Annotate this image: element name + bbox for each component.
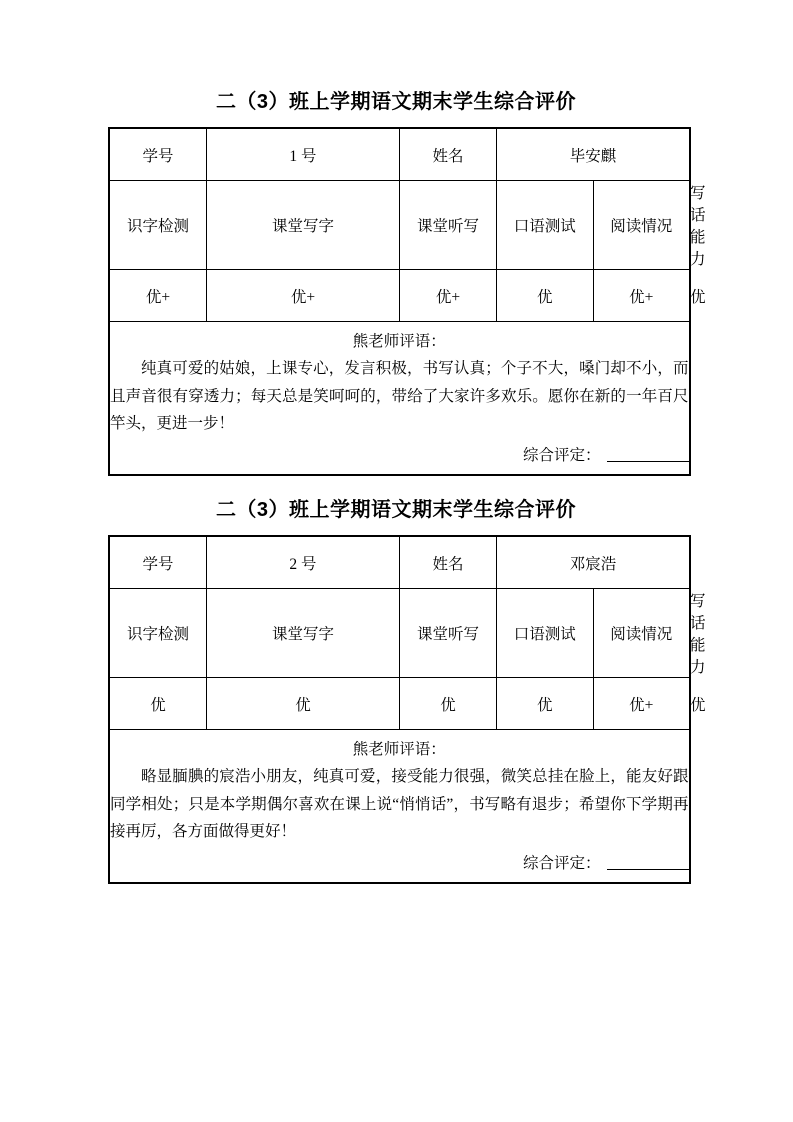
subject-header: 口语测试 — [497, 181, 594, 270]
grade-value: 优 — [497, 678, 594, 730]
overall-rating-label: 综合评定： — [522, 854, 601, 872]
teacher-comment-heading: 熊老师评语： — [352, 333, 446, 351]
teacher-comment-cell — [109, 730, 690, 884]
table-row: 优+ 优+ 优+ 优 优+ 优 — [109, 270, 690, 322]
table-row: 识字检测 课堂写字 课堂听写 口语测试 阅读情况 写话能力 — [109, 589, 690, 678]
teacher-comment-body: 纯真可爱的姑娘，上课专心，发言积极，书写认真；个子不大，嗓门却不小，而且声音很有穿透力；每天总是笑呵呵的，带给了大家许多欢乐。愿你在新的一年百尺竿头，更进一步！ — [110, 360, 689, 433]
grade-value: 优 — [400, 678, 497, 730]
teacher-comment-body: 略显腼腆的宸浩小朋友，纯真可爱，接受能力很强，微笑总挂在脸上，能友好跟同学相处；只是本学期偶尔喜欢在课上说“悄悄话”，书写略有退步；希望你下学期再接再厉，各方面做得更好！ — [110, 768, 689, 841]
student-name-label: 姓名 — [400, 536, 497, 589]
table-row: 优 优 优 优 优+ 优 — [109, 678, 690, 730]
teacher-comment-cell — [109, 322, 690, 476]
student-name-label: 姓名 — [400, 128, 497, 181]
overall-rating-blank[interactable] — [607, 461, 689, 462]
subject-header: 阅读情况 — [593, 589, 690, 678]
student-id-value: 2 号 — [207, 536, 400, 589]
student-id-value: 1 号 — [207, 128, 400, 181]
grade-value: 优 — [207, 678, 400, 730]
subject-header: 课堂写字 — [207, 589, 400, 678]
student-id-label: 学号 — [109, 536, 207, 589]
table-row: 识字检测 课堂写字 课堂听写 口语测试 阅读情况 写话能力 — [109, 181, 690, 270]
table-row — [109, 536, 690, 589]
overall-rating-label: 综合评定： — [522, 446, 601, 464]
table-row — [109, 730, 690, 884]
grade-value: 优 — [497, 270, 594, 322]
grade-value: 优+ — [593, 678, 690, 730]
subject-header: 课堂听写 — [400, 589, 497, 678]
grade-value: 优+ — [109, 270, 207, 322]
grade-value: 优+ — [593, 270, 690, 322]
evaluation-table — [108, 535, 706, 884]
page-title: 二（3）班上学期语文期末学生综合评价 — [215, 91, 577, 113]
page-title: 二（3）班上学期语文期末学生综合评价 — [215, 499, 577, 521]
subject-header: 识字检测 — [109, 589, 207, 678]
subject-header: 课堂听写 — [400, 181, 497, 270]
subject-header: 识字检测 — [109, 181, 207, 270]
student-report-card — [108, 496, 706, 884]
student-name-value: 毕安麒 — [497, 128, 690, 181]
grade-value: 优+ — [207, 270, 400, 322]
overall-rating-line — [110, 852, 689, 876]
student-id-label: 学号 — [109, 128, 207, 181]
subject-header: 阅读情况 — [593, 181, 690, 270]
grade-value: 优+ — [400, 270, 497, 322]
student-name-value: 邓宸浩 — [497, 536, 690, 589]
evaluation-table — [108, 127, 706, 476]
subject-header: 口语测试 — [497, 589, 594, 678]
table-row — [109, 128, 690, 181]
overall-rating-blank[interactable] — [607, 869, 689, 870]
grade-value: 优 — [109, 678, 207, 730]
overall-rating-line — [110, 444, 689, 468]
student-report-card — [108, 88, 706, 476]
subject-header: 课堂写字 — [207, 181, 400, 270]
teacher-comment-heading: 熊老师评语： — [352, 741, 446, 759]
table-row — [109, 322, 690, 476]
